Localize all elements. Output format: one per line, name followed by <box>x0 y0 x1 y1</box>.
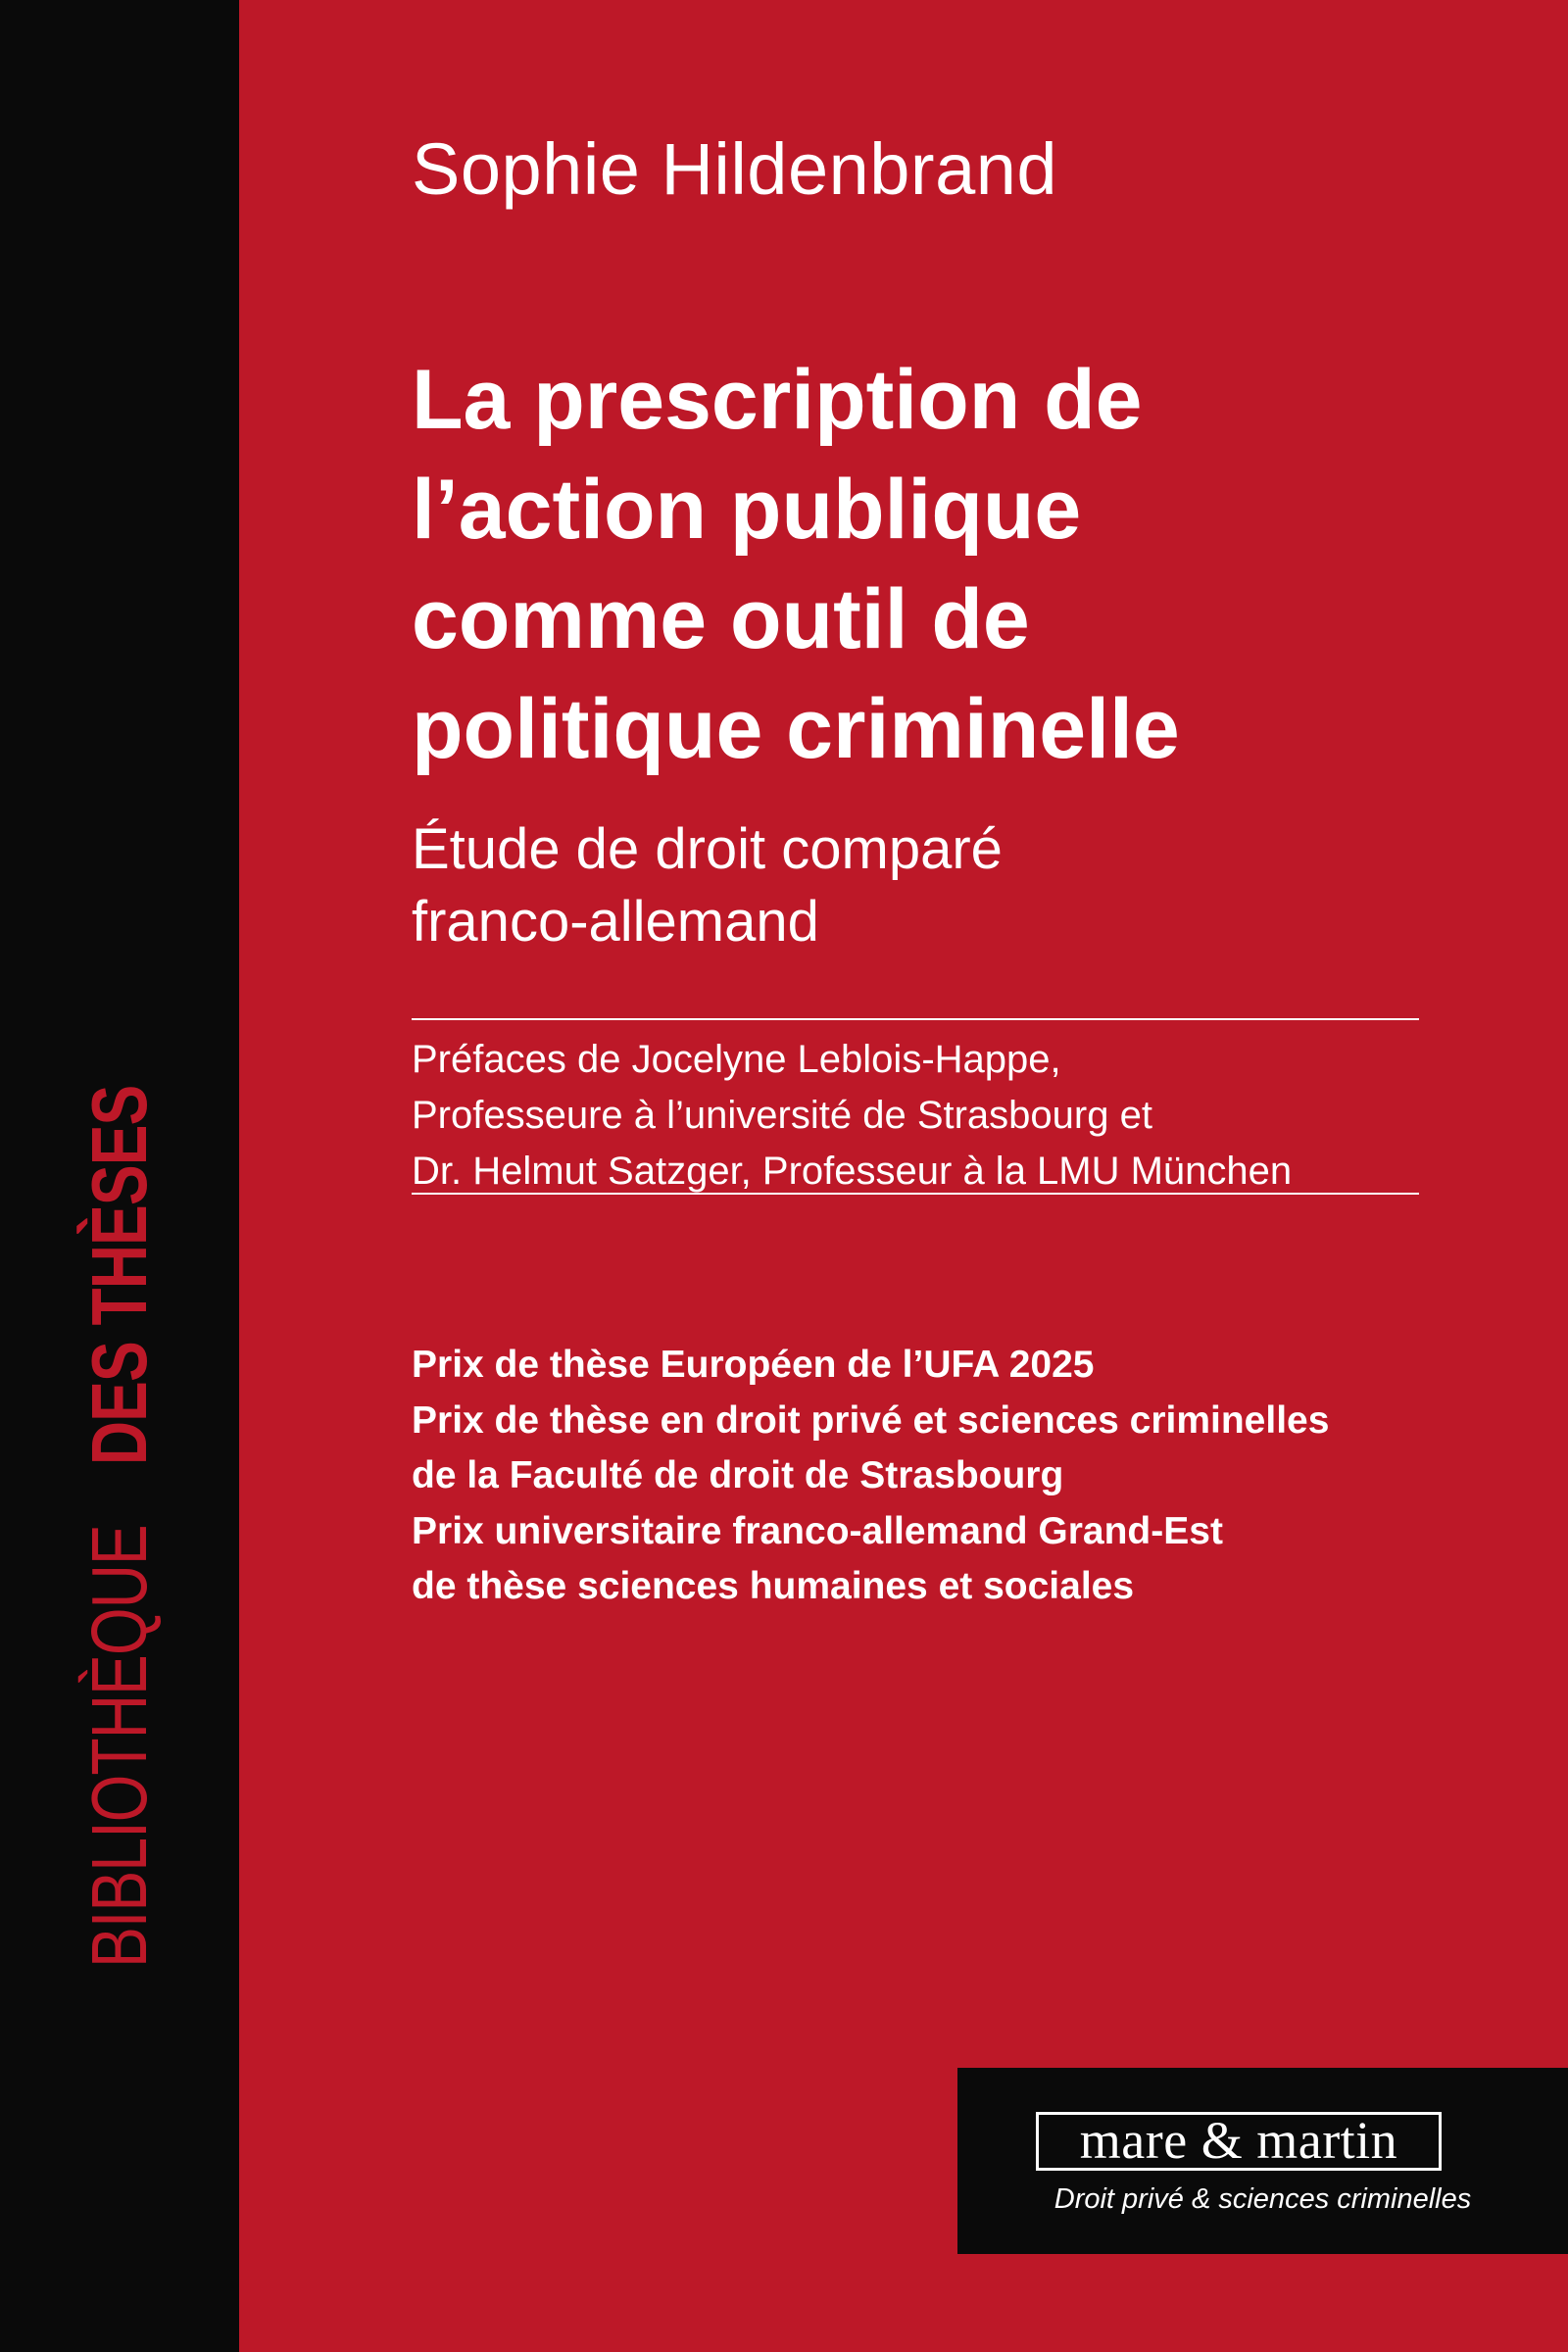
prefaces-line: Préfaces de Jocelyne Leblois-Happe, <box>412 1038 1061 1081</box>
series-name <box>75 1031 163 2030</box>
series-name-bold: DES THÈSES <box>75 1085 163 1465</box>
prize-line: Prix de thèse en droit privé et sciences criminelles <box>412 1398 1330 1442</box>
prefaces-line: Professeure à l’université de Strasbourg et <box>412 1094 1152 1137</box>
title-line: l’action publique <box>412 463 1082 557</box>
prize-line: Prix universitaire franco-allemand Grand-Est <box>412 1509 1223 1552</box>
prize-line: de la Faculté de droit de Strasbourg <box>412 1454 1064 1496</box>
prizes-list <box>412 1338 1450 1615</box>
title-line: La prescription de <box>412 353 1143 447</box>
subtitle-line: Étude de droit comparé <box>412 817 1003 881</box>
series-name-light: BIBLIOTHÈQUE <box>75 1525 163 1968</box>
prize-line: Prix de thèse Européen de l’UFA 2025 <box>412 1344 1095 1386</box>
collection-name: Droit privé & sciences criminelles <box>1054 2183 1472 2215</box>
prize-line: de thèse sciences humaines et sociales <box>412 1565 1135 1607</box>
publisher-block <box>957 2068 1568 2254</box>
author-name: Sophie Hildenbrand <box>412 128 1058 210</box>
divider-bottom <box>412 1193 1419 1195</box>
book-title <box>412 345 1392 784</box>
publisher-logo <box>1036 2112 1442 2171</box>
title-line: politique criminelle <box>412 682 1180 776</box>
spine-band <box>0 0 239 2352</box>
book-subtitle <box>412 813 1392 958</box>
publisher-name: mare & martin <box>1079 2111 1398 2170</box>
divider-top <box>412 1018 1419 1020</box>
title-line: comme outil de <box>412 572 1030 666</box>
prefaces-line: Dr. Helmut Satzger, Professeur à la LMU München <box>412 1150 1293 1193</box>
subtitle-line: franco-allemand <box>412 890 819 954</box>
prefaces <box>412 1032 1431 1200</box>
